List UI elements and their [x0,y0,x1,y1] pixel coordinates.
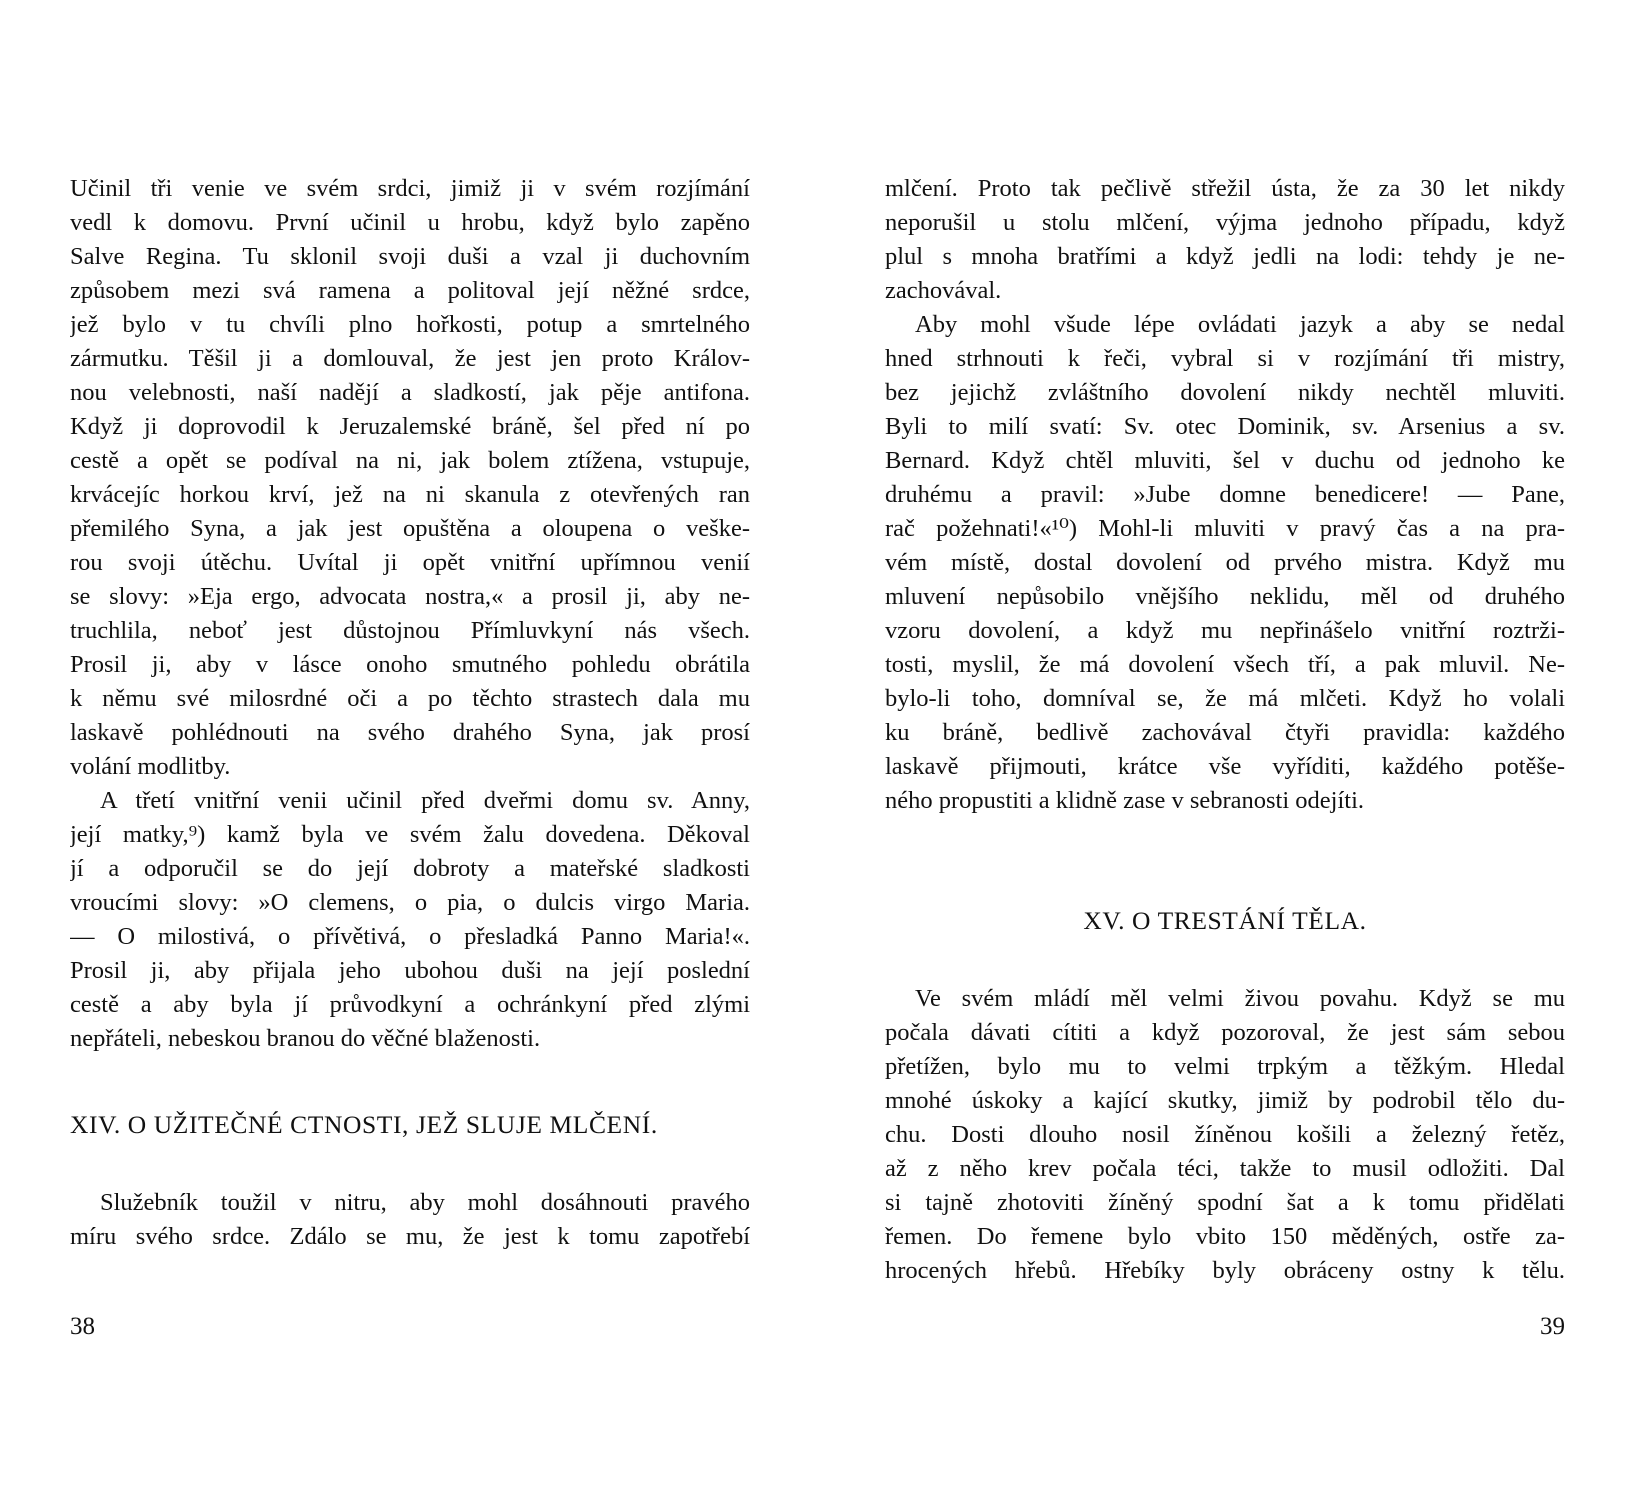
text-line: míru svého srdce. Zdálo se mu, že jest k tomu zapotřebí [70,1223,750,1250]
text-line: Prosil ji, aby přijala jeho ubohou duši na její poslední [70,957,750,984]
chapter-heading-xiv: XIV. O UŽITEČNÉ CTNOSTI, JEŽ SLUJE MLČENÍ. [70,1110,658,1139]
text-line: krvácejíc horkou krví, jež na ni skanula z otevřených ran [70,481,750,508]
text-line: zármutku. Těšil ji a domlouval, že jest jen proto Králov- [70,345,750,372]
text-line: Služebník toužil v nitru, aby mohl dosáhnouti pravého [100,1189,750,1216]
text-line: řemen. Do řemene bylo vbito 150 měděných, ostře za- [885,1223,1565,1250]
text-line: jí a odporučil se do její dobroty a mateřské sladkosti [70,855,750,882]
text-line: — O milostivá, o přívětivá, o přesladká Panno Maria!«. [70,923,750,950]
text-line: Když ji doprovodil k Jeruzalemské bráně, šel před ní po [70,413,750,440]
right-paragraphs-after-heading [885,982,1565,1288]
text-line: A třetí vnitřní venii učinil před dveřmi domu sv. Anny, [100,787,750,814]
text-line: hned strhnouti k řeči, vybral si v rozjímání tři mistry, [885,345,1565,372]
text-line: bez jejichž zvláštního dovolení nikdy nechtěl mluviti. [885,379,1565,406]
left-paragraphs-after-heading [70,1186,750,1254]
text-line: druhému a pravil: »Jube domne benedicere! — Pane, [885,481,1565,508]
text-line: Učinil tři venie ve svém srdci, jimiž ji v svém rozjímání [70,175,750,202]
text-line: vém místě, dostal dovolení od prvého mistra. Když mu [885,549,1565,576]
text-line: ku bráně, bedlivě zachovával čtyři pravidla: každého [885,719,1565,746]
text-line: počala dávati cítiti a když pozoroval, že jest sám sebou [885,1019,1565,1046]
text-line: mlčení. Proto tak pečlivě střežil ústa, že za 30 let nikdy [885,175,1565,202]
text-line: jež bylo v tu chvíli plno hořkosti, potup a smrtelného [70,311,750,338]
text-line: cestě a aby byla jí průvodkyní a ochránkyní před zlými [70,991,750,1018]
text-line: truchlila, neboť jest důstojnou Přímluvkyní nás všech. [70,617,750,644]
text-line: její matky,⁹) kamž byla ve svém žalu dovedena. Děkoval [70,821,750,848]
text-line: plul s mnoha bratřími a když jedli na lodi: tehdy je ne- [885,243,1565,270]
text-line: si tajně zhotoviti žíněný spodní šat a k tomu přidělati [885,1189,1565,1216]
text-line: Aby mohl všude lépe ovládati jazyk a aby se nedal [915,311,1565,338]
text-line: nepřáteli, nebeskou branou do věčné blaženosti. [70,1025,541,1052]
text-line: Byli to milí svatí: Sv. otec Dominik, sv. Arsenius a sv. [885,413,1565,440]
text-line: Salve Regina. Tu sklonil svoji duši a vzal ji duchovním [70,243,750,270]
text-line: vedl k domovu. První učinil u hrobu, když bylo zapěno [70,209,750,236]
left-page [70,0,750,1500]
text-line: se slovy: »Eja ergo, advocata nostra,« a prosil ji, aby ne- [70,583,750,610]
text-line: chu. Dosti dlouho nosil žíněnou košili a železný řetěz, [885,1121,1565,1148]
page-number-left: 38 [70,1313,95,1340]
text-line: vroucími slovy: »O clemens, o pia, o dulcis virgo Maria. [70,889,750,916]
text-line: Ve svém mládí měl velmi živou povahu. Když se mu [915,985,1565,1012]
text-line: rač požehnati!«¹⁰) Mohl-li mluviti v pravý čas a na pra- [885,515,1565,542]
text-line: Prosil ji, aby v lásce onoho smutného pohledu obrátila [70,651,750,678]
text-line: volání modlitby. [70,753,231,780]
text-line: neporušil u stolu mlčení, výjma jednoho případu, když [885,209,1565,236]
text-line: k němu své milosrdné oči a po těchto strastech dala mu [70,685,750,712]
text-line: způsobem mezi svá ramena a politoval její něžné srdce, [70,277,750,304]
text-line: laskavě pohlédnouti na svého drahého Syna, jak prosí [70,719,750,746]
text-line: laskavě přijmouti, krátce vše vyříditi, každého potěše- [885,753,1565,780]
text-line: cestě a opět se podíval na ni, jak bolem ztížena, vstupuje, [70,447,750,474]
right-page [885,0,1565,1500]
text-line: vzoru dovolení, a když mu nepřinášelo vnitřní roztrži- [885,617,1565,644]
left-paragraphs-before-heading [70,172,750,1056]
text-line: nou velebnosti, naší nadějí a sladkostí, jak pěje antifona. [70,379,750,406]
text-line: bylo-li toho, domníval se, že má mlčeti. Když ho volali [885,685,1565,712]
text-line: Bernard. Když chtěl mluviti, šel v duchu od jednoho ke [885,447,1565,474]
text-line: mnohé úskoky a kající skutky, jimiž by podrobil tělo du- [885,1087,1565,1114]
right-text-column [885,172,1565,1288]
left-text-column [70,172,750,1254]
text-line: přetížen, bylo mu to velmi trpkým a těžkým. Hledal [885,1053,1565,1080]
text-line: rou svoji útěchu. Uvítal ji opět vnitřní upřímnou venií [70,549,750,576]
chapter-heading-xv: XV. O TRESTÁNÍ TĚLA. [1083,906,1367,935]
text-line: hrocených hřebů. Hřebíky byly obráceny ostny k tělu. [885,1257,1565,1284]
text-line: ného propustiti a klidně zase v sebranosti odejíti. [885,787,1365,814]
text-line: přemilého Syna, a jak jest opuštěna a oloupena o veške- [70,515,750,542]
text-line: až z něho krev počala téci, takže to musil odložiti. Dal [885,1155,1565,1182]
page-number-right: 39 [1540,1313,1565,1340]
text-line: mluvení nepůsobilo vnějšího neklidu, měl od druhého [885,583,1565,610]
text-line: tosti, myslil, že má dovolení všech tří, a pak mluvil. Ne- [885,651,1565,678]
right-paragraphs-before-heading [885,172,1565,818]
text-line: zachovával. [885,277,1002,304]
